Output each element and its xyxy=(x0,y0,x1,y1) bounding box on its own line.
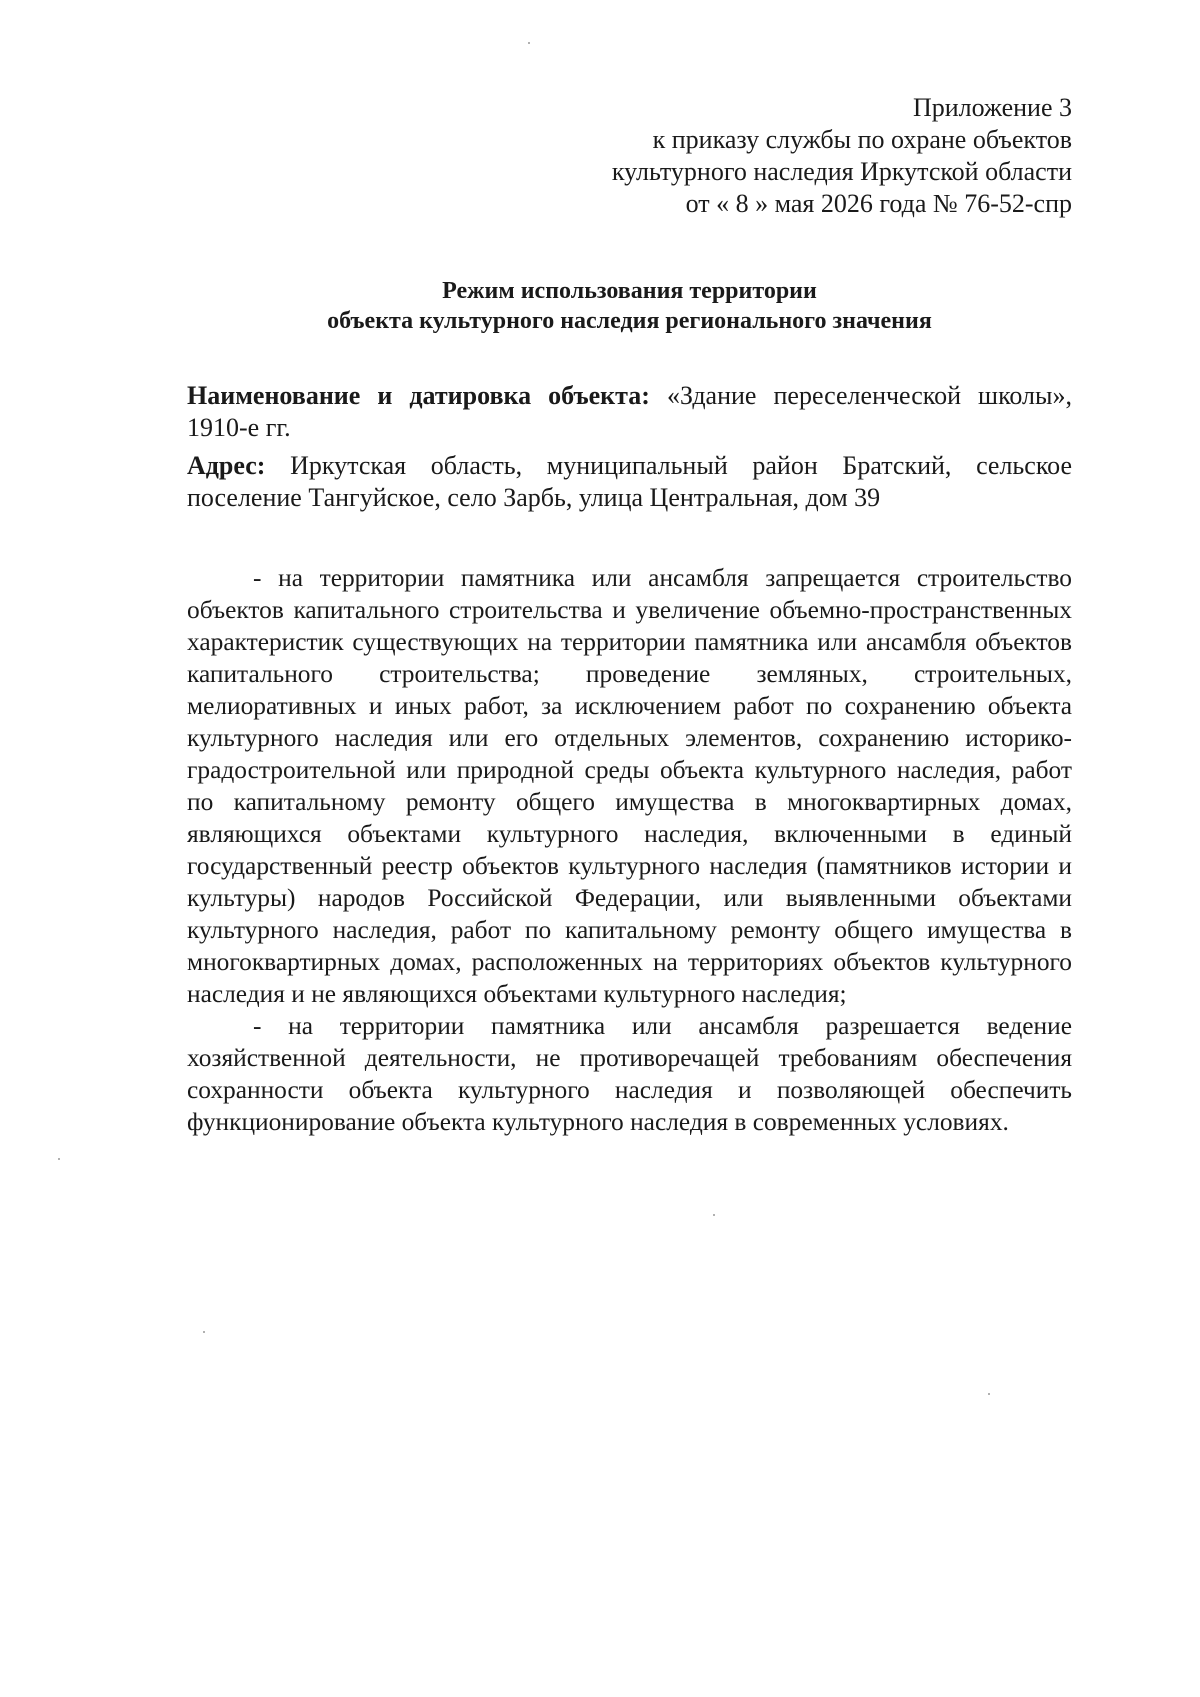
scan-speck xyxy=(203,1331,205,1333)
object-address-label: Адрес: xyxy=(187,451,266,480)
regime-paragraph-prohibitions: - на территории памятника или ансамбля запрещается строительство объектов капитального строительства и увеличение объемно-пространственных характеристик существующих на территории памятника или ансамбля объектов капитального строительства; проведение земляных, строительных, мелиоративных и иных работ, за исключением работ по сохранению объекта культурного наследия или его отдельных элементов, сохранению историко-градостроительной или природной среды объекта культурного наследия, работ по капитальному ремонту общего имущества в многоквартирных домах, являющихся объектами культурного наследия, включенными в единый государственный реестр объектов культурного наследия (памятников истории и культуры) народов Российской Федерации, или выявленными объектами культурного наследия, работ по капитальному ремонту общего имущества в многоквартирных домах, расположенных на территориях объектов культурного наследия и не являющихся объектами культурного наследия; xyxy=(187,564,1072,1008)
title-line-2: объекта культурного наследия регионального значения xyxy=(327,308,932,334)
appendix-header xyxy=(187,92,1072,220)
object-name-value: «Здание переселенческой школы», 1910-е гг. xyxy=(187,381,1072,442)
scan-speck xyxy=(988,1393,990,1395)
title-line-1: Режим использования территории xyxy=(442,278,817,304)
appendix-number: Приложение 3 xyxy=(912,93,1072,122)
object-address-row xyxy=(187,450,1072,514)
object-name-row xyxy=(187,380,1072,444)
object-info xyxy=(187,380,1072,514)
document-title xyxy=(187,276,1072,336)
scan-speck xyxy=(528,42,530,44)
regime-text xyxy=(187,562,1072,1138)
appendix-order-date: от « 8 » мая 2026 года № 76-52-спр xyxy=(685,189,1072,218)
scan-speck xyxy=(713,1214,715,1216)
object-address-value: Иркутская область, муниципальный район Братский, сельское поселение Тангуйское, село Зарбь, улица Центральная, дом 39 xyxy=(187,451,1073,512)
appendix-order-ref: к приказу службы по охране объектов xyxy=(652,125,1072,154)
object-name-label: Наименование и датировка объекта: xyxy=(187,381,650,410)
appendix-authority: культурного наследия Иркутской области xyxy=(611,157,1072,186)
scan-speck xyxy=(58,1158,60,1160)
regime-paragraph-permissions: - на территории памятника или ансамбля разрешается ведение хозяйственной деятельности, не противоречащей требованиям обеспечения сохранности объекта культурного наследия и позволяющей обеспечить функционирование объекта культурного наследия в современных условиях. xyxy=(187,1012,1072,1136)
